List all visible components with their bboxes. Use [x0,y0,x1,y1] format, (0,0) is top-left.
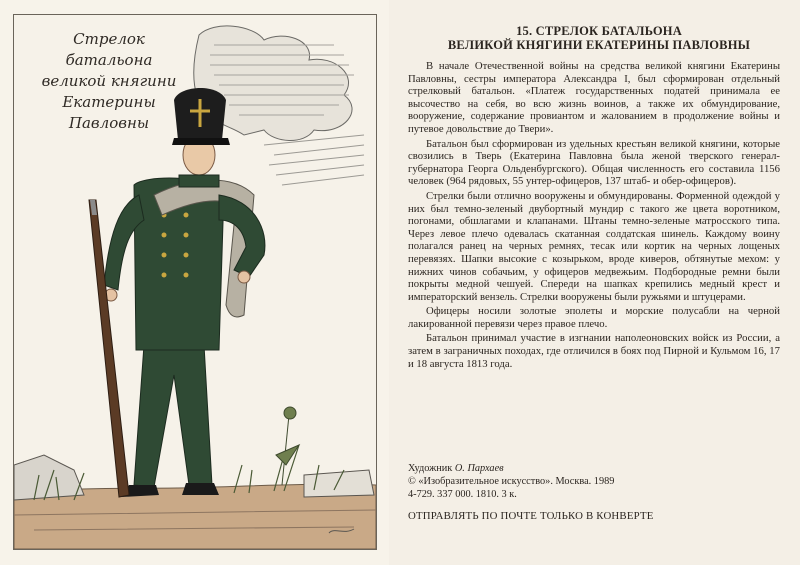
caption-line: батальона [65,51,153,69]
paragraph: Батальон был сформирован из удельных крестьян великой княгини, которые свозились в Тверь (Екатерина Павловна была женой тверского генерал-губернатора Георга Ольденбургского). Общая численность его составила 1156 человек (964 рядовых, 55 унтер-офицеров, 137 штаб- и обер-офицеров). [408,137,780,188]
illustration-plate [13,14,377,550]
title-line: 15. СТРЕЛОК БАТАЛЬОНА [516,24,682,38]
rifleman-figure [89,88,265,497]
catalog-line: 4-729. 337 000. 1810. 3 к. [408,489,517,500]
paragraph: Офицеры носили золотые эполеты и морские полусабли на черной лакированной перевязи через правое плечо. [408,305,780,330]
publisher-line: © «Изобразительное искусство». Москва. 1989 [408,476,615,487]
caption-line: Екатерины [62,93,156,111]
artist-credit [408,462,780,475]
mailing-note: ОТПРАВЛЯТЬ ПО ПОЧТЕ ТОЛЬКО В КОНВЕРТЕ [408,510,654,522]
title-line: ВЕЛИКОЙ КНЯГИНИ ЕКАТЕРИНЫ ПАВЛОВНЫ [447,38,751,52]
caption-line: Павловны [68,114,150,132]
text-card [389,0,800,565]
artist-prefix: Художник [408,463,455,474]
article-title [419,24,779,52]
caption-line: Стрелок [73,30,145,48]
paragraph: Стрелки были отлично вооружены и обмундированы. Форменной одеждой у них был темно-зеленый двубортный мундир с такого же цвета воротником, погонами, обшлагами и клапанами. Штаны темно-зеленые матросского типа. Через левое плечо одевалась скатанная солдатская шинель. Каждому воину полагался ранец на черных ремнях, тесак или кортик на черных лощеных перевязях. Шапки высокие с козырьком, вроде киверов, обтянутые мехом: у нижних чинов собачьим, у офицеров медвежьим. Подбородные ремни были покрыты медной чешуей. Спереди на шапках крепились медный крест и императорский вензель. Стрелки вооружены были ружьями и штуцерами. [408,189,780,303]
artist-name: О. Пархаев [454,463,504,474]
paragraph: В начале Отечественной войны на средства великой княгини Екатерины Павловны, сестры императора Александра I, был сформирован отдельный стрелковый батальон. «Платеж государственных податей принимала ее высочество на себя, во всю жизнь воинов, а также их обмундирование, вооружение, содержание провиантом и жалованием в продолжение войны и путевое довольствие до Твери». [408,60,780,135]
publication-info [408,462,780,523]
paragraph: Батальон принимал участие в изгнании наполеоновских войск из России, а затем в заграничных походах, где отличился в боях под Пирной и Кульмом 16, 17 и 18 августа 1813 года. [408,332,780,370]
article-body [408,60,780,372]
caption-line: великой княгини [41,72,177,90]
plate-caption [24,29,194,134]
illustration-card [0,0,390,565]
